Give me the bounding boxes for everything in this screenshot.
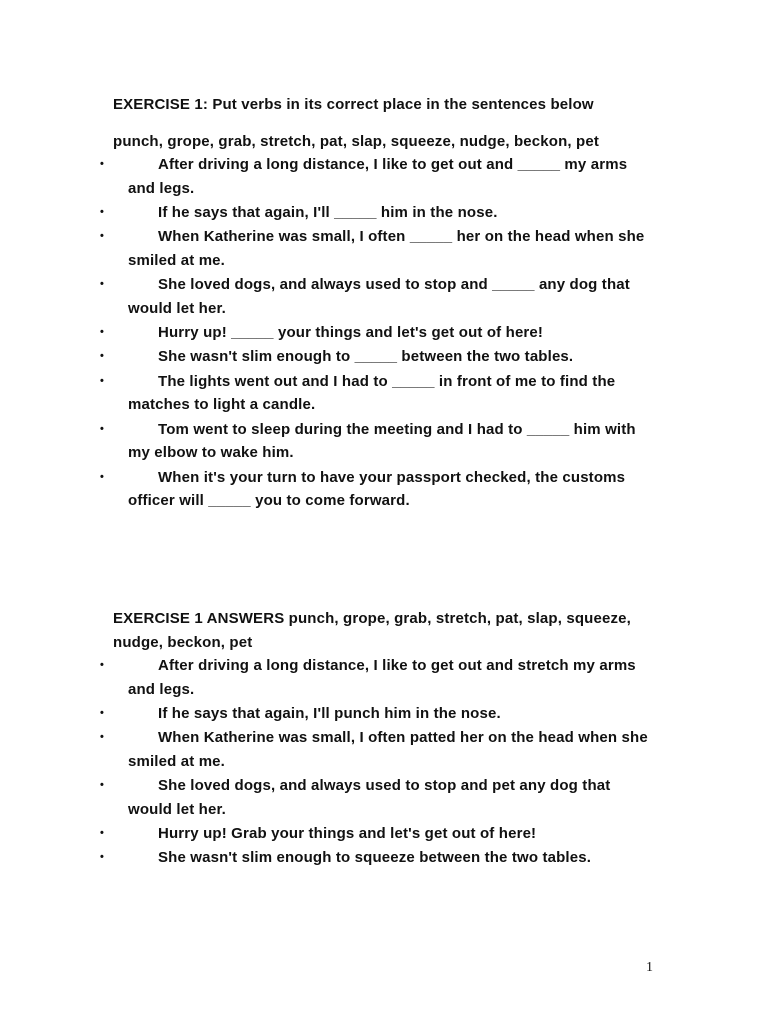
bullet-icon: • xyxy=(100,350,105,363)
exercise-item-text: When it's your turn to have your passport checked, the customs officer will _____ you to come forward. xyxy=(128,468,626,510)
answer-item-text: She wasn't slim enough to squeeze between the two tables. xyxy=(158,849,592,867)
answer-item-text: Hurry up! Grab your things and let's get out of here! xyxy=(158,825,537,843)
bullet-icon: • xyxy=(100,706,105,719)
exercise-item-text: She loved dogs, and always used to stop and _____ any dog that would let her. xyxy=(128,276,630,317)
bullet-icon: • xyxy=(100,326,105,339)
answers-section xyxy=(100,607,653,871)
exercise-item xyxy=(100,321,653,345)
exercise-item-text: The lights went out and I had to _____ in front of me to find the matches to light a candle. xyxy=(128,372,616,414)
exercise-item xyxy=(100,370,653,417)
bullet-icon: • xyxy=(100,374,105,387)
exercise-1-section xyxy=(100,93,653,514)
exercise-item-text: She wasn't slim enough to _____ between the two tables. xyxy=(158,348,574,366)
answer-item-text: If he says that again, I'll punch him in the nose. xyxy=(158,704,501,722)
answer-item xyxy=(100,822,653,846)
bullet-icon: • xyxy=(100,851,105,864)
bullet-icon: • xyxy=(100,659,105,671)
exercise-1-list xyxy=(100,153,653,513)
exercise-item-text: Hurry up! _____ your things and let's get out of here! xyxy=(158,324,544,342)
answer-item-text: After driving a long distance, I like to get out and stretch my arms and legs. xyxy=(128,657,636,698)
bullet-icon: • xyxy=(100,422,105,435)
answer-item xyxy=(100,726,653,773)
exercise-item-text: If he says that again, I'll _____ him in the nose. xyxy=(158,203,498,221)
answers-list xyxy=(100,654,653,870)
answer-item xyxy=(100,654,653,701)
bullet-icon: • xyxy=(100,278,105,291)
exercise-item xyxy=(100,345,653,369)
exercise-item-text: Tom went to sleep during the meeting and I had to _____ him with my elbow to wake him. xyxy=(128,420,636,462)
page-number: 1 xyxy=(646,960,653,975)
exercise-item xyxy=(100,418,653,465)
exercise-1-heading: EXERCISE 1: Put verbs in its correct place in the sentences below xyxy=(113,96,594,113)
exercise-item xyxy=(100,153,653,200)
exercise-item-text: When Katherine was small, I often _____ her on the head when she smiled at me. xyxy=(128,228,645,269)
answer-item-text: She loved dogs, and always used to stop and pet any dog that would let her. xyxy=(128,777,611,818)
answer-item xyxy=(100,702,653,726)
bullet-icon: • xyxy=(100,470,105,483)
exercise-item-text: After driving a long distance, I like to get out and _____ my arms and legs. xyxy=(128,156,628,197)
bullet-icon: • xyxy=(100,779,105,792)
exercise-item xyxy=(100,201,653,225)
bullet-icon: • xyxy=(100,731,105,744)
bullet-icon: • xyxy=(100,230,105,243)
exercise-1-word-list: punch, grope, grab, stretch, pat, slap, squeeze, nudge, beckon, pet xyxy=(113,132,599,150)
answer-item xyxy=(100,846,653,870)
exercise-item xyxy=(100,225,653,272)
bullet-icon: • xyxy=(100,827,105,840)
answer-item-text: When Katherine was small, I often patted her on the head when she smiled at me. xyxy=(128,729,648,770)
exercise-item xyxy=(100,273,653,320)
answer-item xyxy=(100,774,653,821)
bullet-icon: • xyxy=(100,158,105,170)
answers-heading: EXERCISE 1 ANSWERS punch, grope, grab, stretch, pat, slap, squeeze, nudge, beckon, pet xyxy=(113,610,631,651)
exercise-item xyxy=(100,466,653,513)
bullet-icon: • xyxy=(100,205,105,218)
